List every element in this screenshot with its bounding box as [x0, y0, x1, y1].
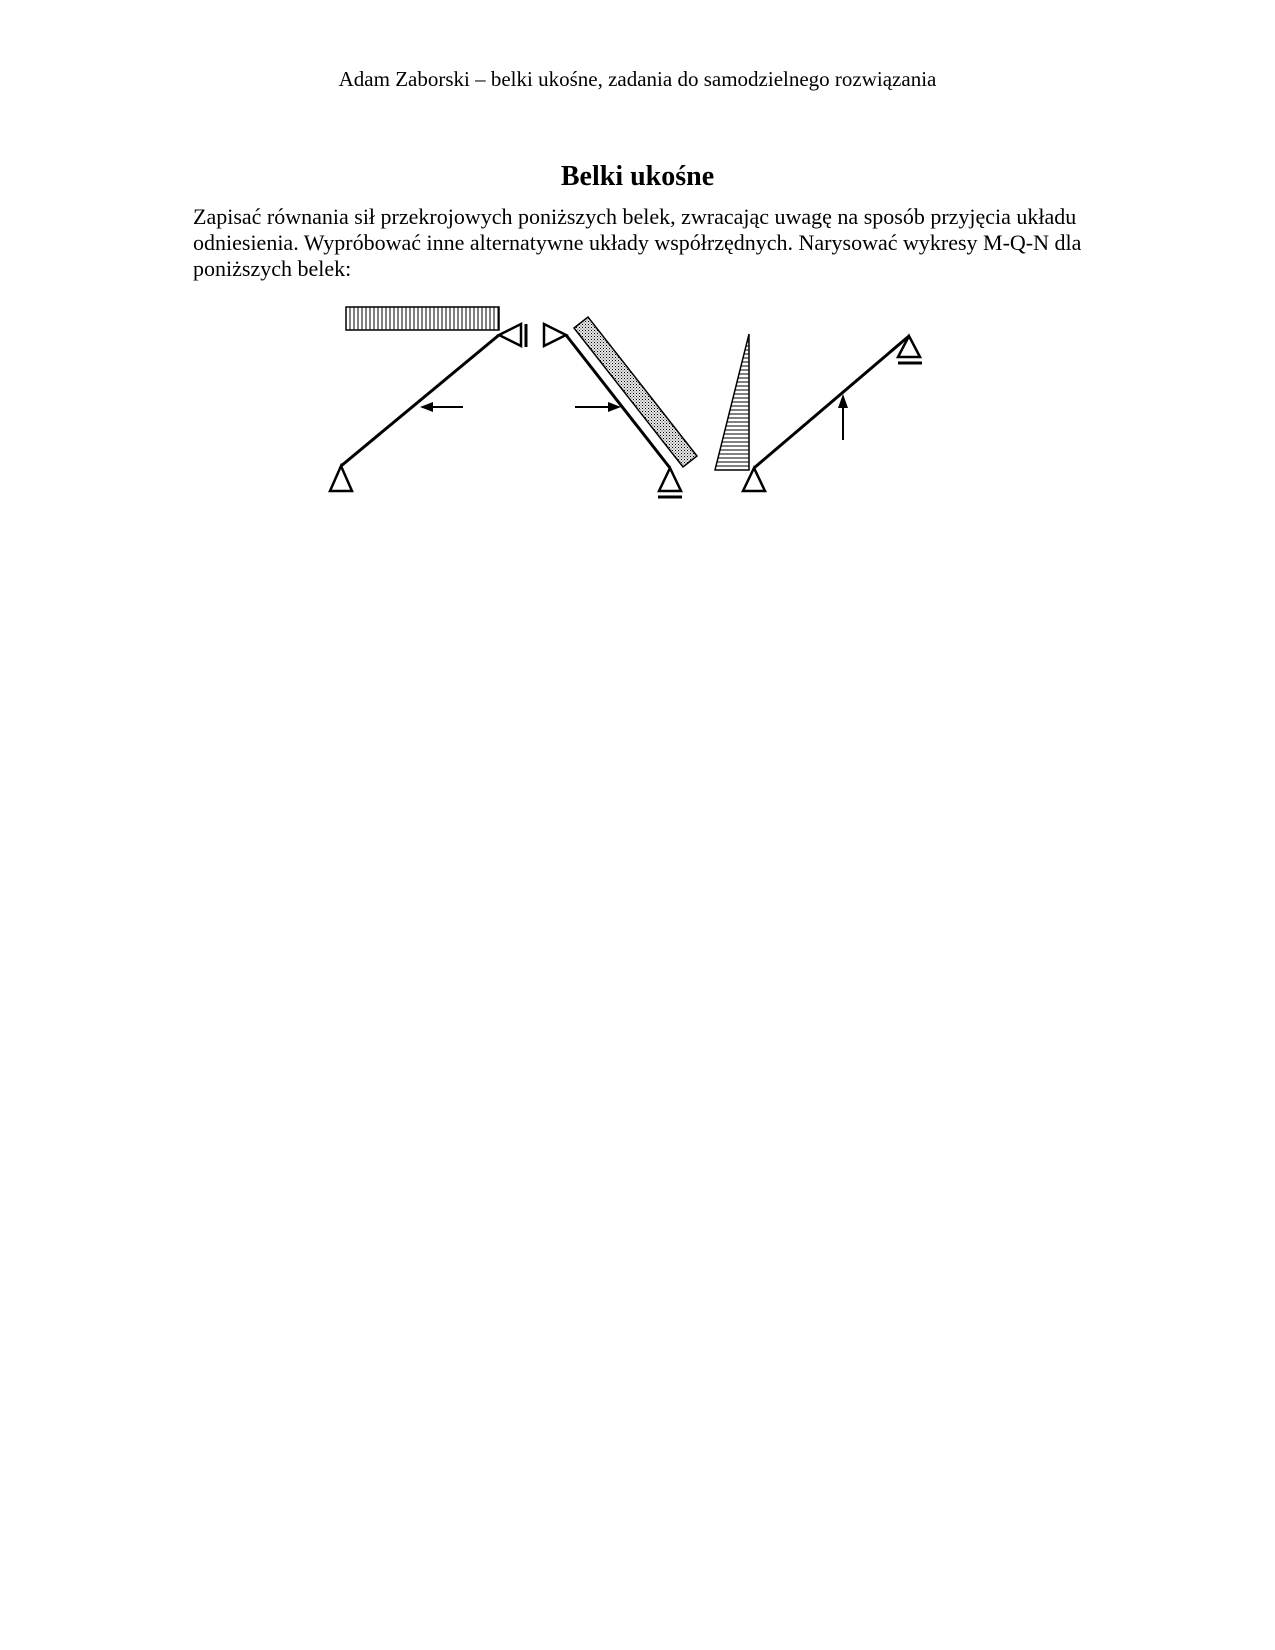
triangular-load-icon — [715, 334, 749, 470]
running-header: Adam Zaborski – belki ukośne, zadania do samodzielnego rozwiązania — [338, 67, 937, 91]
roller-support-icon — [499, 324, 521, 346]
roller-support-icon — [659, 468, 681, 491]
perpendicular-load-icon — [574, 317, 697, 467]
arrowhead-icon — [420, 402, 433, 412]
uniform-load-icon — [346, 307, 499, 330]
beam-2 — [544, 317, 697, 497]
roller-support-icon — [898, 336, 920, 357]
pinned-support-icon — [330, 466, 352, 491]
beam-3-member — [754, 336, 909, 468]
page-title: Belki ukośne — [560, 161, 715, 192]
beam-1 — [330, 307, 526, 491]
pinned-support-icon — [743, 468, 765, 491]
task-description: Zapisać równania sił przekrojowych poniższych belek, zwracając uwagę na sposób przyjęcia układu odniesienia. Wypróbować inne alternatywne układy współrzędnych. Narysować wykresy M-Q-N dla poniższych belek: — [193, 204, 1082, 281]
beam-3 — [715, 334, 922, 491]
beam-1-member — [341, 335, 499, 466]
beams-figure — [0, 0, 1275, 520]
pinned-support-icon — [544, 324, 566, 346]
